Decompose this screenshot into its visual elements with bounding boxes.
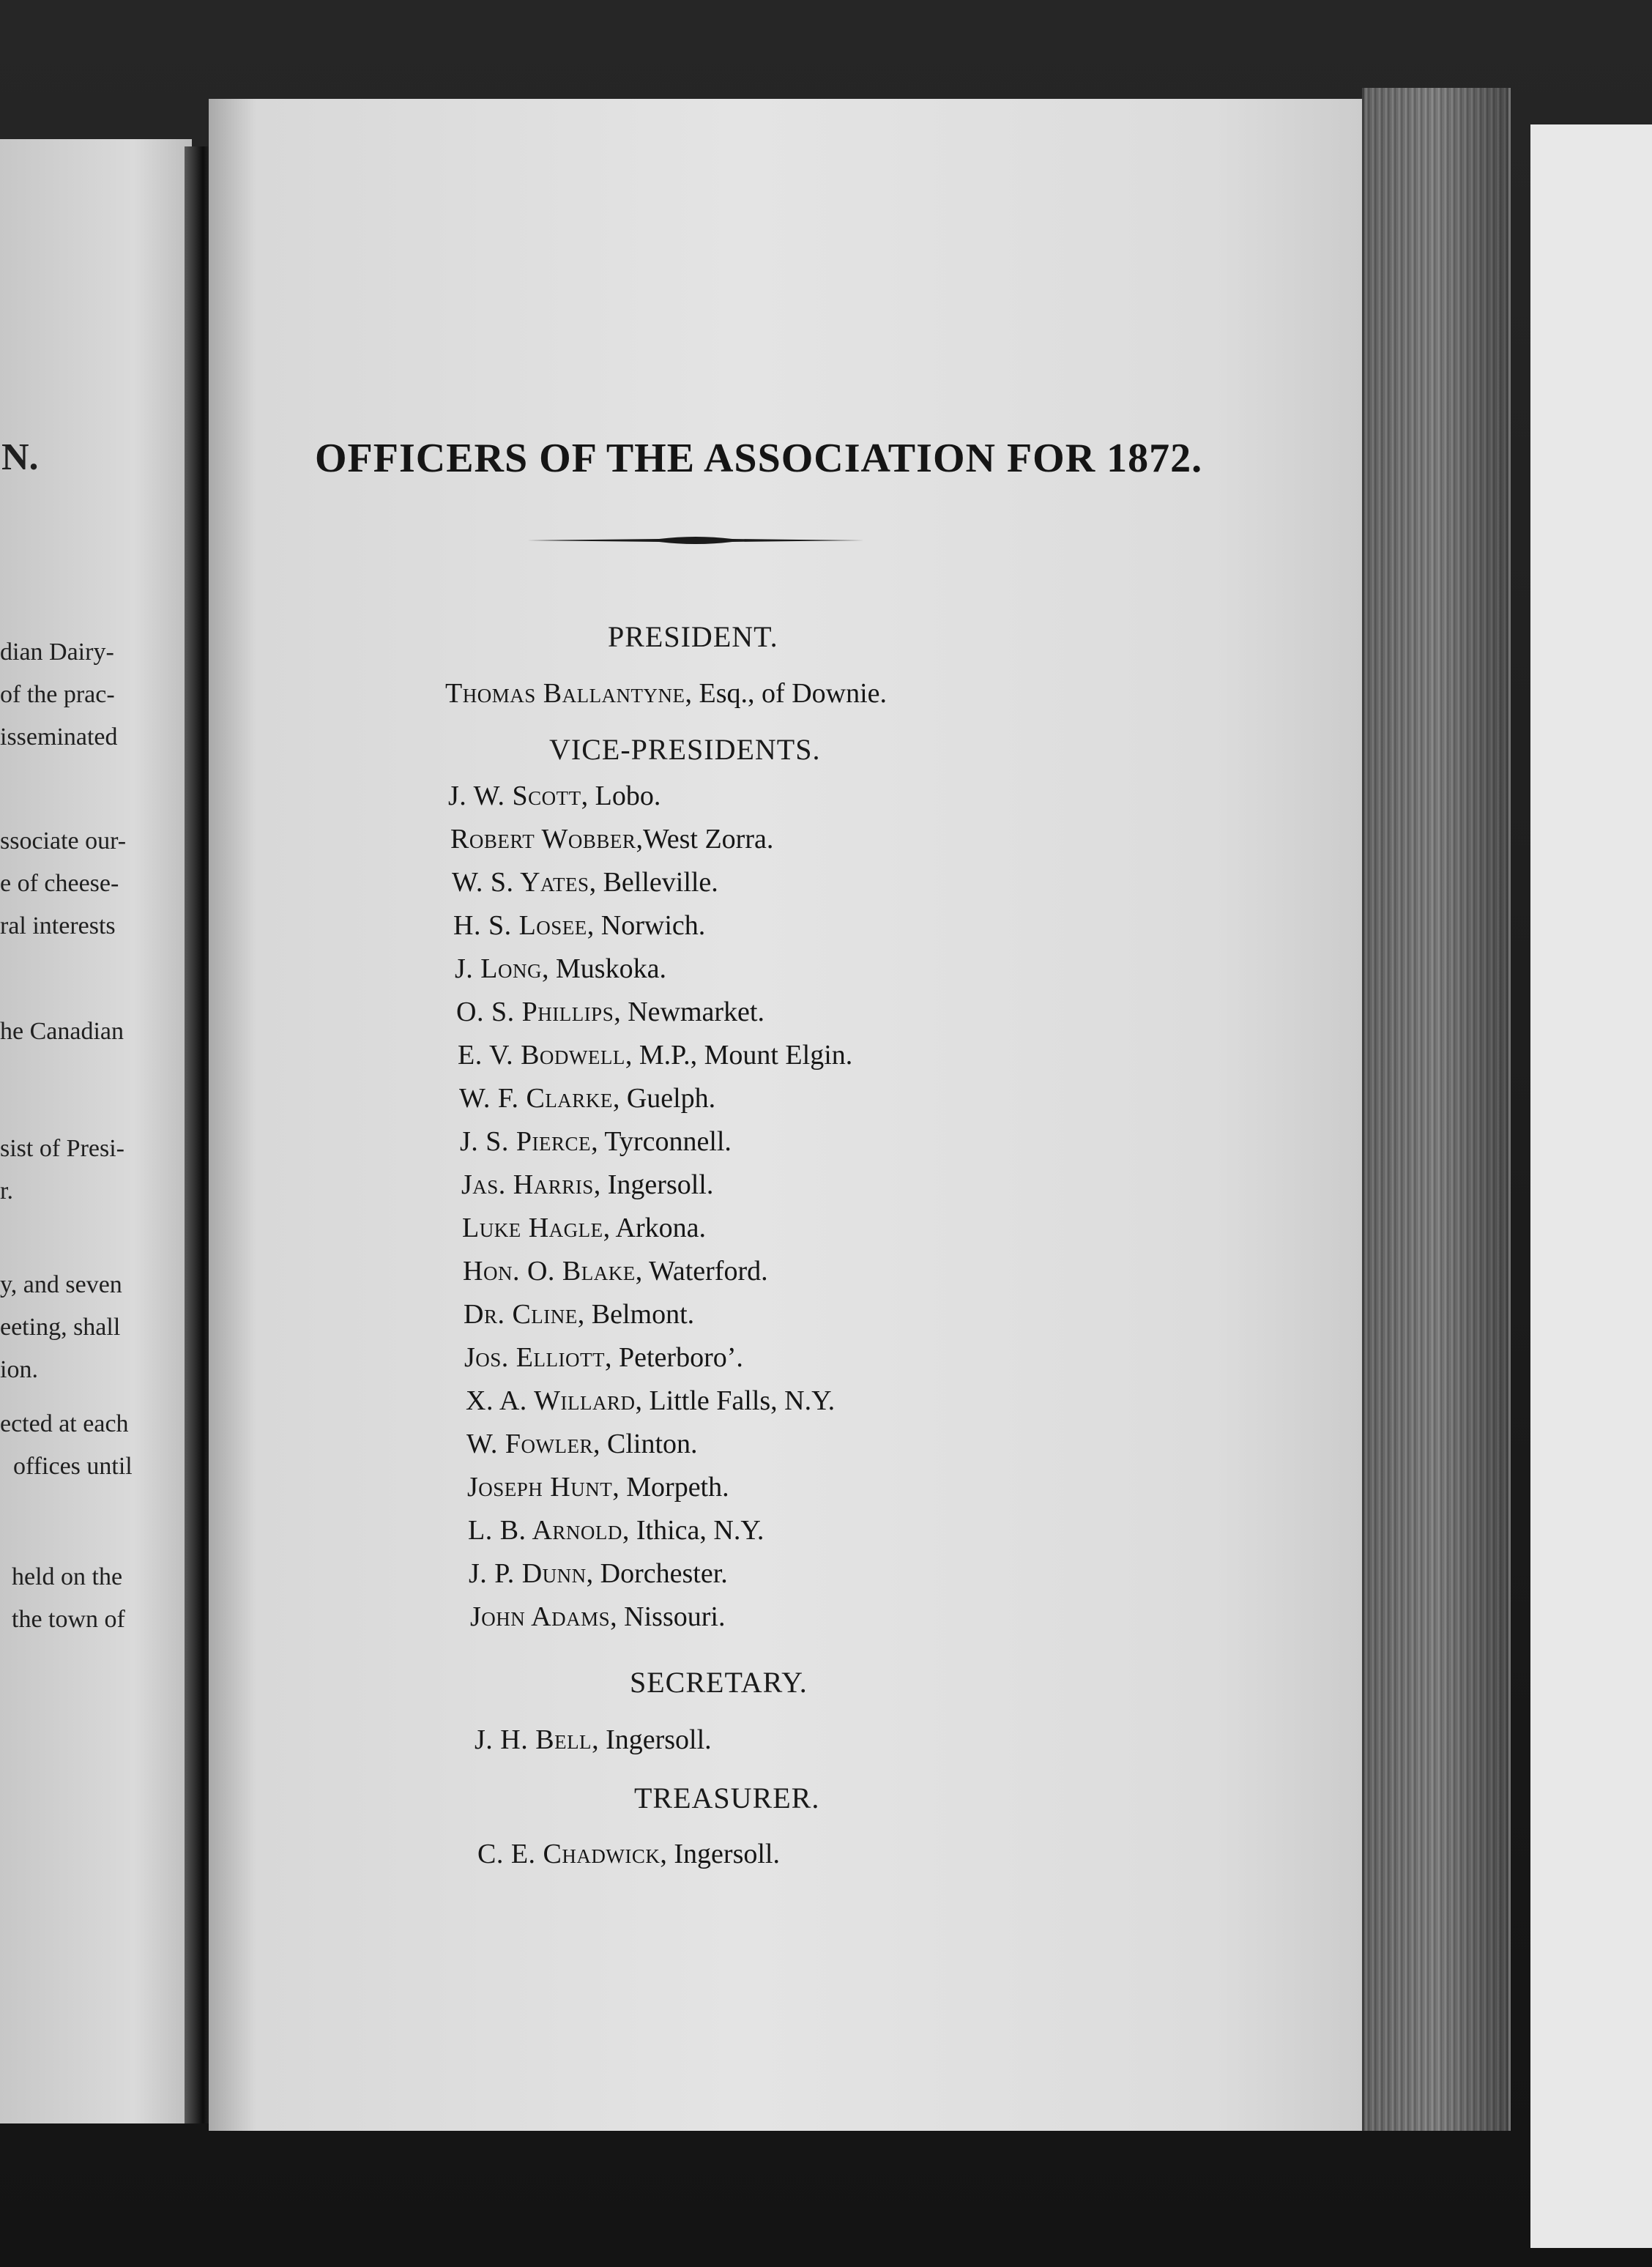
left-page-fragment: e of cheese- [0, 870, 119, 897]
vice-president-entry [466, 1428, 698, 1460]
left-page-fragment: held on the [12, 1563, 123, 1590]
officer-name: J. S. Pierce [460, 1126, 592, 1157]
vice-president-entry [466, 1385, 835, 1417]
main-page [209, 99, 1391, 2131]
officer-name: Luke Hagle [462, 1213, 603, 1243]
officer-detail: , Muskoka. [542, 953, 666, 984]
secretary-entry [475, 1724, 712, 1756]
treasurer-heading: TREASURER. [634, 1782, 820, 1814]
officer-detail: , Guelph. [612, 1083, 716, 1114]
vice-president-entry [460, 1125, 732, 1158]
vice-president-entry [467, 1471, 729, 1503]
officer-detail: , Morpeth. [612, 1472, 729, 1503]
vice-president-entry [458, 1039, 852, 1071]
left-page-fragment: ected at each [0, 1410, 129, 1437]
vice-president-entry [448, 780, 661, 812]
vice-president-entry [469, 1557, 728, 1590]
treasurer-entry [477, 1838, 780, 1870]
left-page-fragment: the town of [12, 1606, 125, 1633]
officer-detail: , Waterford. [635, 1256, 768, 1287]
ornamental-rule [527, 535, 864, 546]
officer-name: C. E. Chadwick [477, 1839, 661, 1869]
officer-detail: , Belmont. [577, 1299, 695, 1330]
officer-detail: , Clinton. [593, 1429, 698, 1459]
officer-detail: , Little Falls, N.Y. [635, 1385, 836, 1416]
left-page-fragment: of the prac- [0, 681, 115, 708]
officer-detail: , Ingersoll. [592, 1724, 712, 1755]
officer-name: O. S. Phillips [456, 997, 614, 1027]
left-page-fragment: offices until [13, 1453, 133, 1480]
vice-president-entry [461, 1169, 713, 1201]
left-page [0, 139, 192, 2123]
president-heading: PRESIDENT. [608, 620, 778, 653]
vice-presidents-heading: VICE-PRESIDENTS. [549, 733, 821, 766]
officer-name: W. S. Yates [452, 867, 589, 898]
left-page-fragment: ion. [0, 1356, 38, 1383]
left-page-fragment: isseminated [0, 723, 118, 751]
officer-detail: , Peterboro’. [604, 1342, 743, 1373]
officer-name: J. P. Dunn [469, 1558, 587, 1589]
vice-president-entry [468, 1514, 764, 1546]
vice-president-entry [464, 1341, 743, 1374]
officer-name: Robert Wobber [450, 824, 636, 855]
officer-name: X. A. Willard [466, 1385, 636, 1416]
left-page-fragment: he Canadian [0, 1018, 124, 1045]
officer-detail: , Norwich. [587, 910, 706, 941]
left-page-fragment: r. [0, 1177, 13, 1205]
officer-detail: , Arkona. [603, 1213, 707, 1243]
left-page-fragment: y, and seven [0, 1271, 122, 1298]
vice-president-entry [459, 1082, 715, 1114]
officer-detail: , Tyrconnell. [591, 1126, 732, 1157]
left-page-fragment: sist of Presi- [0, 1135, 124, 1162]
officer-detail: , Nissouri. [610, 1601, 726, 1632]
officer-name: Thomas Ballantyne [445, 678, 685, 709]
officer-name: John Adams [470, 1601, 611, 1632]
officer-name: Dr. Cline [464, 1299, 578, 1330]
secretary-heading: SECRETARY. [630, 1666, 808, 1699]
officer-name: E. V. Bodwell [458, 1040, 625, 1071]
officer-name: J. H. Bell [475, 1724, 592, 1755]
officer-name: Joseph Hunt [467, 1472, 613, 1503]
left-page-fragment: dian Dairy- [0, 639, 114, 666]
officer-name: L. B. Arnold [468, 1515, 622, 1546]
officer-detail: , Newmarket. [614, 997, 764, 1027]
officer-detail: , Belleville. [589, 867, 718, 898]
vice-president-entry [456, 996, 764, 1028]
officer-detail: , Lobo. [581, 781, 661, 811]
vice-president-entry [470, 1601, 725, 1633]
officer-detail: , Dorchester. [586, 1558, 728, 1589]
officer-name: Jas. Harris [461, 1169, 594, 1200]
officer-name: W. Fowler [466, 1429, 593, 1459]
officer-detail: , Ithica, N.Y. [622, 1515, 764, 1546]
officer-detail: , Ingersoll. [593, 1169, 714, 1200]
officer-name: W. F. Clarke [459, 1083, 613, 1114]
vice-president-entry [450, 823, 773, 855]
page-title: OFFICERS OF THE ASSOCIATION FOR 1872. [315, 436, 1203, 481]
officer-detail: , Esq., of Downie. [685, 678, 888, 709]
page-block-shade [1362, 88, 1508, 2131]
background-paper-strip [1530, 124, 1652, 2248]
officer-name: Jos. Elliott [464, 1342, 605, 1373]
left-page-fragment: ssociate our- [0, 827, 127, 855]
officer-name: J. Long [455, 953, 542, 984]
vice-president-entry [455, 953, 666, 985]
vice-president-entry [463, 1255, 768, 1287]
officer-detail: , M.P., Mount Elgin. [625, 1040, 853, 1071]
vice-president-entry [453, 909, 705, 942]
president-entry [445, 677, 887, 710]
left-page-fragment: ral interests [0, 912, 116, 939]
officer-name: Hon. O. Blake [463, 1256, 636, 1287]
left-page-fragment: N. [1, 436, 39, 478]
officer-name: H. S. Losee [453, 910, 587, 941]
vice-president-entry [464, 1298, 694, 1330]
officer-name: J. W. Scott [448, 781, 581, 811]
vice-president-entry [452, 866, 718, 898]
vice-president-entry [462, 1212, 706, 1244]
left-page-fragment: eeting, shall [0, 1314, 121, 1341]
officer-detail: , Ingersoll. [660, 1839, 780, 1869]
officer-detail: ,West Zorra. [636, 824, 774, 855]
